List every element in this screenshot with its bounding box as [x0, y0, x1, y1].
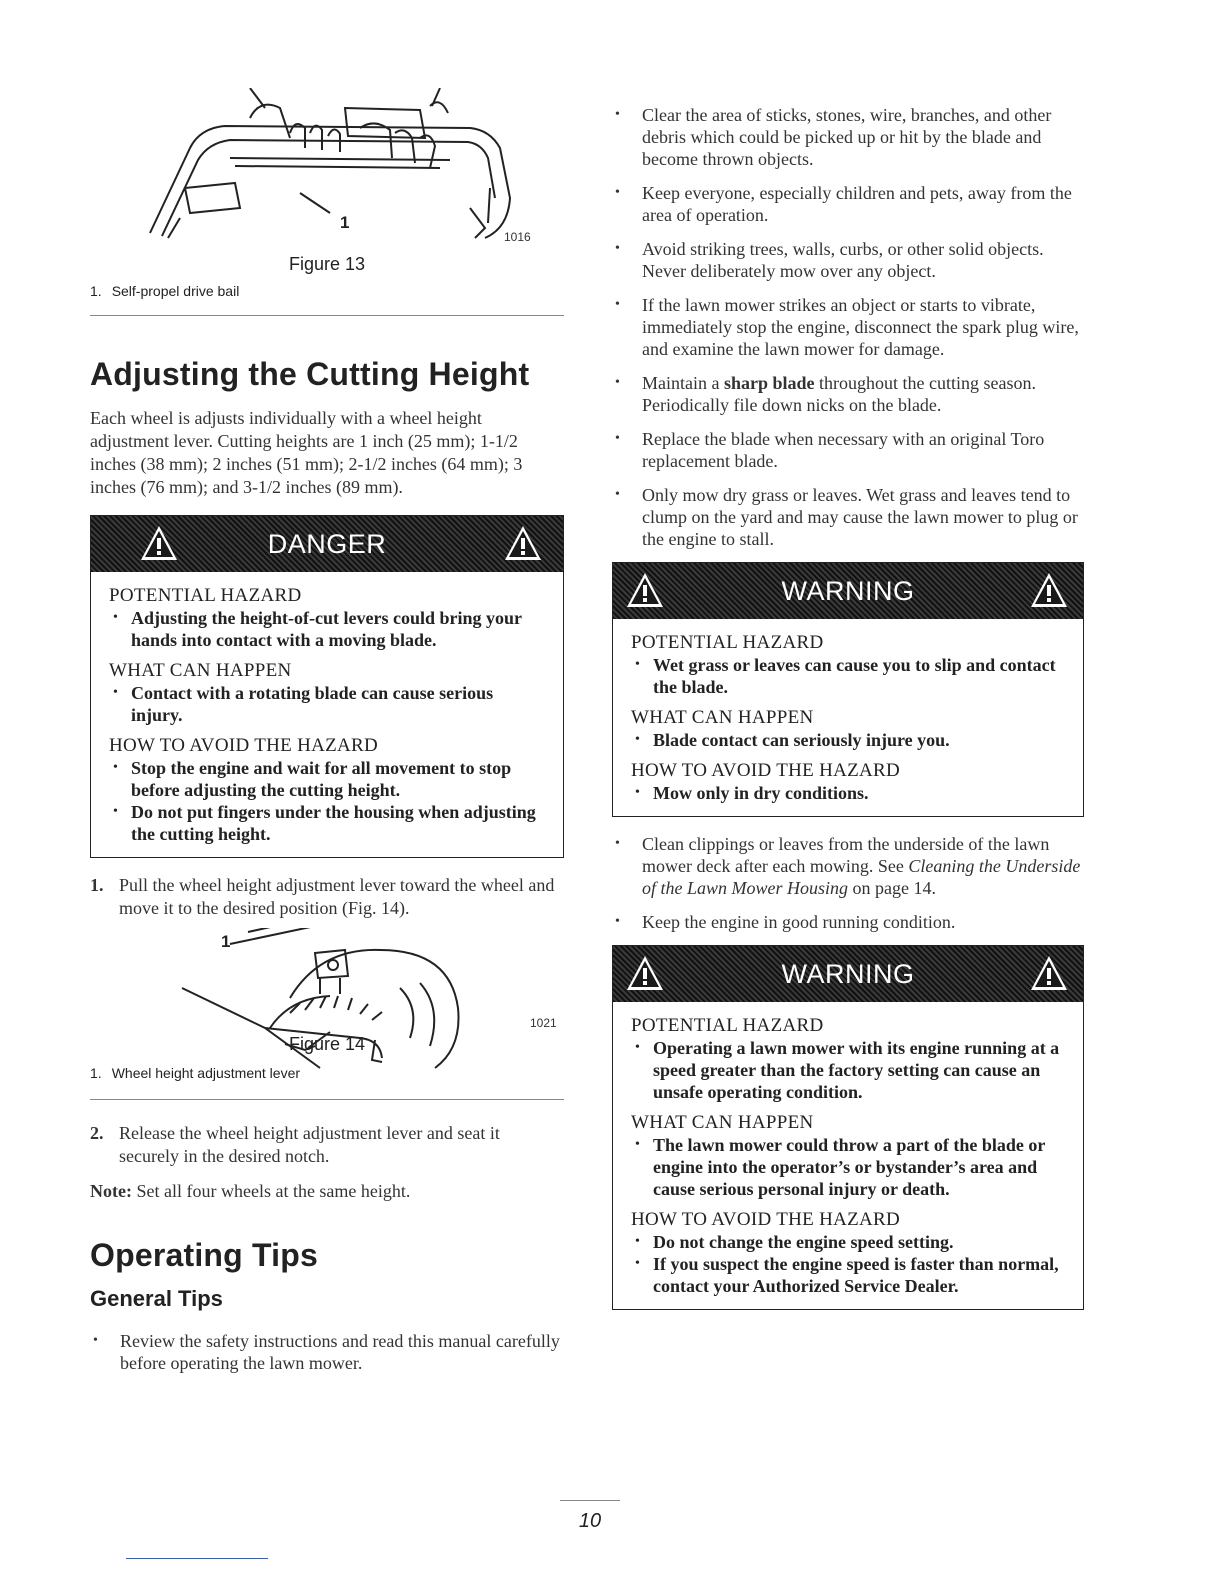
figure-13-title: Figure 13	[288, 254, 366, 274]
figure-13-code: 1016	[504, 230, 531, 244]
sharp-blade-emphasis: sharp blade	[723, 373, 815, 393]
caption-text: Self-propel drive bail	[111, 283, 240, 299]
figure-14-title: Figure 14	[288, 1034, 366, 1054]
note-paragraph	[90, 1180, 564, 1203]
what-can-happen-heading: WHAT CAN HAPPEN	[631, 1112, 814, 1133]
list-item: • Replace the blade when necessary with an original Toro replacement blade.	[612, 428, 1084, 472]
list-item: • Only mow dry grass or leaves. Wet grass and leaves tend to clump on the yard and may cause the lawn mower to plug or the engine to stall.	[612, 484, 1084, 550]
list-item	[612, 833, 1084, 899]
note-text: Set all four wheels at the same height.	[136, 1181, 411, 1201]
list-item: • If the lawn mower strikes an object or starts to vibrate, immediately stop the engine, disconnect the spark plug wire, and examine the lawn mower for damage.	[612, 294, 1084, 360]
potential-hazard-heading: POTENTIAL HAZARD	[631, 632, 824, 653]
warning-banner	[613, 563, 1083, 619]
hazard-item: • Contact with a rotating blade can cause serious injury.	[109, 682, 545, 726]
warning-triangle-icon	[1029, 954, 1069, 992]
text-run: Clean clippings or leaves from the underside of the lawn mower deck after each mowing. See	[642, 834, 1050, 876]
list-item	[612, 372, 1084, 416]
list-item: • Keep everyone, especially children and pets, away from the area of operation.	[612, 182, 1084, 226]
section-title-cutting-height: Adjusting the Cutting Height	[90, 356, 530, 392]
potential-hazard-heading: POTENTIAL HAZARD	[109, 585, 302, 606]
hazard-item: • Wet grass or leaves can cause you to slip and contact the blade.	[631, 654, 1065, 698]
general-tips-list-left	[90, 1330, 564, 1374]
figure-14-code: 1021	[530, 1016, 557, 1030]
subsection-title-general-tips: General Tips	[90, 1286, 223, 1311]
caption-number: 1.	[90, 1065, 102, 1081]
warning-label: WARNING	[781, 959, 915, 989]
hazard-item: • Blade contact can seriously injure you.	[631, 729, 1065, 751]
what-can-happen-heading: WHAT CAN HAPPEN	[631, 707, 814, 728]
warning-banner	[613, 946, 1083, 1002]
general-tips-list-right	[612, 104, 1084, 550]
left-column	[90, 88, 564, 1386]
hazard-item: • Do not put fingers under the housing when adjusting the cutting height.	[109, 801, 545, 845]
steps-list-2	[90, 1122, 564, 1168]
hazard-item: • If you suspect the engine speed is faster than normal, contact your Authorized Service Dealer.	[631, 1253, 1065, 1297]
warning-box-2	[612, 945, 1084, 1310]
how-to-avoid-heading: HOW TO AVOID THE HAZARD	[631, 760, 901, 781]
list-item: • Avoid striking trees, walls, curbs, or other solid objects. Never deliberately mow over any object.	[612, 238, 1084, 282]
figure-13-callout: 1	[340, 213, 350, 232]
cross-reference-link[interactable]: Cleaning the Underside of the Lawn Mower Housing	[642, 856, 1081, 898]
danger-label: DANGER	[267, 529, 387, 559]
section-title-operating-tips: Operating Tips	[90, 1237, 319, 1273]
text-run: on page 14.	[848, 878, 936, 898]
step-number: 1.	[90, 875, 104, 895]
danger-box	[90, 515, 564, 858]
how-to-avoid-heading: HOW TO AVOID THE HAZARD	[109, 735, 379, 756]
hazard-item: • Mow only in dry conditions.	[631, 782, 1065, 804]
hazard-item: • The lawn mower could throw a part of the blade or engine into the operator’s or bystander’s area and cause serious personal injury or death.	[631, 1134, 1065, 1200]
how-to-avoid-heading: HOW TO AVOID THE HAZARD	[631, 1209, 901, 1230]
caption-number: 1.	[90, 283, 102, 299]
divider	[90, 1099, 564, 1100]
list-item: • Keep the engine in good running condition.	[612, 911, 1084, 933]
potential-hazard-heading: POTENTIAL HAZARD	[631, 1015, 824, 1036]
warning-box-1	[612, 562, 1084, 817]
step-text: Pull the wheel height adjustment lever toward the wheel and move it to the desired position (Fig. 14).	[119, 875, 555, 918]
warning-body	[613, 619, 1083, 816]
text-run: Maintain a	[642, 373, 724, 393]
list-item: • Review the safety instructions and read this manual carefully before operating the lawn mower.	[90, 1330, 564, 1374]
hazard-item: • Operating a lawn mower with its engine running at a speed greater than the factory setting can cause an unsafe operating condition.	[631, 1037, 1065, 1103]
list-item: • Clear the area of sticks, stones, wire, branches, and other debris which could be picked up or hit by the blade and become thrown objects.	[612, 104, 1084, 170]
step-text: Release the wheel height adjustment lever and seat it securely in the desired notch.	[119, 1123, 500, 1166]
warning-triangle-icon	[503, 524, 543, 562]
warning-label: WARNING	[781, 576, 915, 606]
hazard-item: • Adjusting the height-of-cut levers could bring your hands into contact with a moving blade.	[109, 607, 545, 651]
step-number: 2.	[90, 1123, 104, 1143]
figure-14-callout: 1	[221, 932, 231, 951]
danger-body	[91, 572, 563, 857]
page-number-rule	[560, 1500, 620, 1501]
warning-body	[613, 1002, 1083, 1309]
step-item	[90, 874, 564, 920]
drive-bail-illustration	[90, 88, 564, 248]
cutting-height-intro: Each wheel is adjusts individually with a wheel height adjustment lever. Cutting heights are 1 inch (25 mm); 1-1/2 inches (38 mm); 2 inches (51 mm); 2-1/2 inches (64 mm); 3 inches (76 mm); and 3-1/2 inches (89 mm).	[90, 408, 523, 497]
divider	[90, 315, 564, 316]
general-tips-list-right-2	[612, 833, 1084, 933]
warning-triangle-icon	[1029, 571, 1069, 609]
figure-13	[90, 88, 564, 258]
hazard-item: • Do not change the engine speed setting.	[631, 1231, 1065, 1253]
page-number: 10	[578, 1510, 602, 1532]
text-run: throughout the cutting season. Periodically file down nicks on the blade.	[642, 373, 1036, 415]
danger-banner	[91, 516, 563, 572]
footer-line	[126, 1558, 268, 1559]
figure-13-caption	[90, 283, 564, 299]
note-label: Note:	[90, 1181, 132, 1201]
caption-text: Wheel height adjustment lever	[111, 1065, 301, 1081]
steps-list-1	[90, 874, 564, 920]
step-item	[90, 1122, 564, 1168]
hazard-item: • Stop the engine and wait for all movement to stop before adjusting the cutting height.	[109, 757, 545, 801]
right-column	[612, 104, 1084, 1310]
what-can-happen-heading: WHAT CAN HAPPEN	[109, 660, 292, 681]
